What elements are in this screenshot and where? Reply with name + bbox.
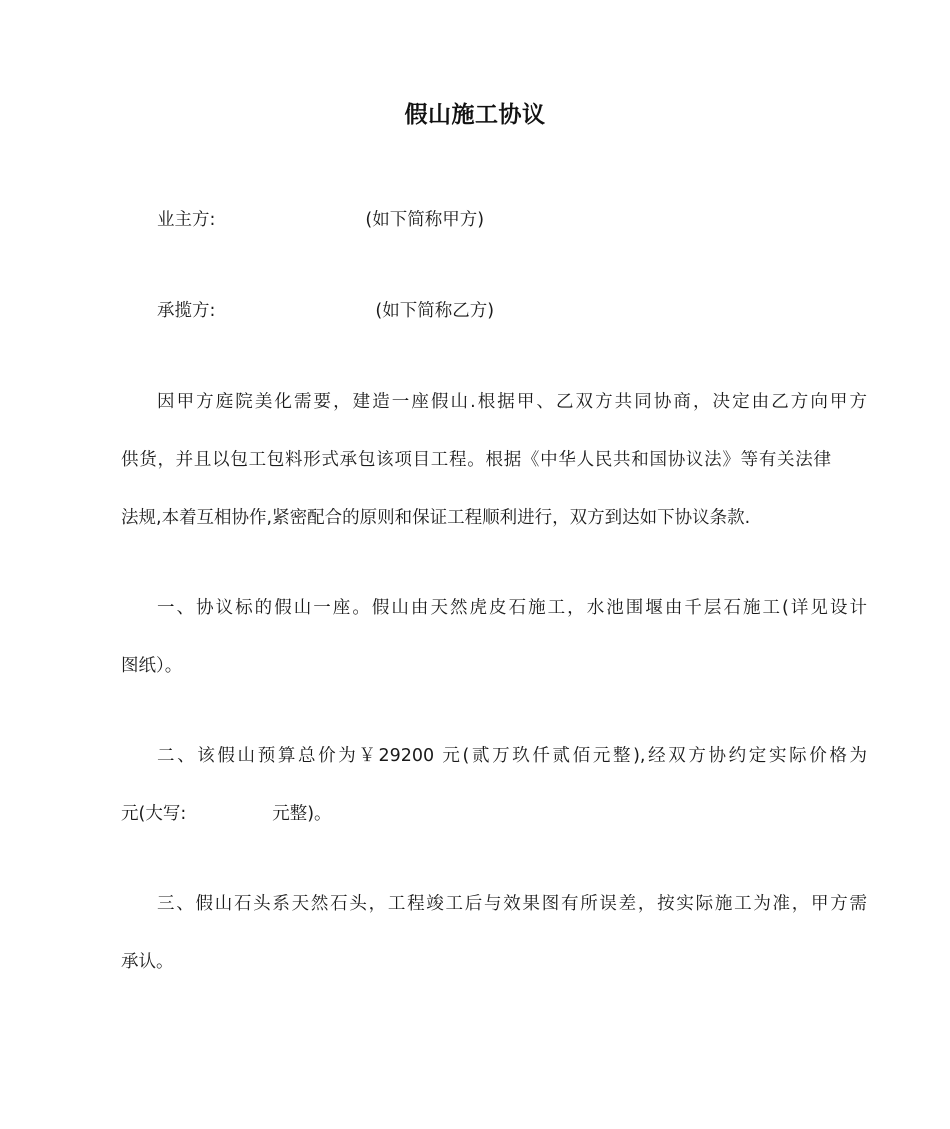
contractor-label: 承揽方: — [157, 301, 216, 321]
owner-note: (如下简称甲方) — [365, 210, 485, 230]
intro-line-3: 法规,本着互相协作,紧密配合的原则和保证工程顺利进行，双方到达如下协议条款. — [121, 508, 751, 528]
clause3-line-2: 承认。 — [121, 952, 174, 972]
clause2-line-1: 二、该假山预算总价为￥29200 元(贰万玖仟贰佰元整),经双方协约定实际价格为 — [157, 746, 867, 766]
clause3-line-1: 三、假山石头系天然石头，工程竣工后与效果图有所误差，按实际施工为准，甲方需 — [157, 894, 867, 914]
clause2-prefix: 元(大写: — [121, 804, 187, 824]
owner-label: 业主方: — [157, 210, 216, 230]
contractor-note: (如下简称乙方) — [375, 301, 495, 321]
document-title: 假山施工协议 — [404, 102, 546, 128]
clause1-line-1: 一、协议标的假山一座。假山由天然虎皮石施工，水池围堰由千层石施工(详见设计 — [157, 598, 867, 618]
clause1-line-2: 图纸）。 — [121, 656, 183, 676]
clause2-suffix: 元整)。 — [272, 804, 332, 824]
clause2-line-2 — [121, 802, 831, 826]
intro-line-1: 因甲方庭院美化需要，建造一座假山.根据甲、乙双方共同协商，决定由乙方向甲方 — [157, 392, 867, 412]
intro-line-2: 供货，并且以包工包料形式承包该项目工程。根据《中华人民共和国协议法》等有关法律 — [121, 450, 831, 470]
owner-line — [121, 208, 867, 232]
contractor-line — [121, 299, 867, 323]
